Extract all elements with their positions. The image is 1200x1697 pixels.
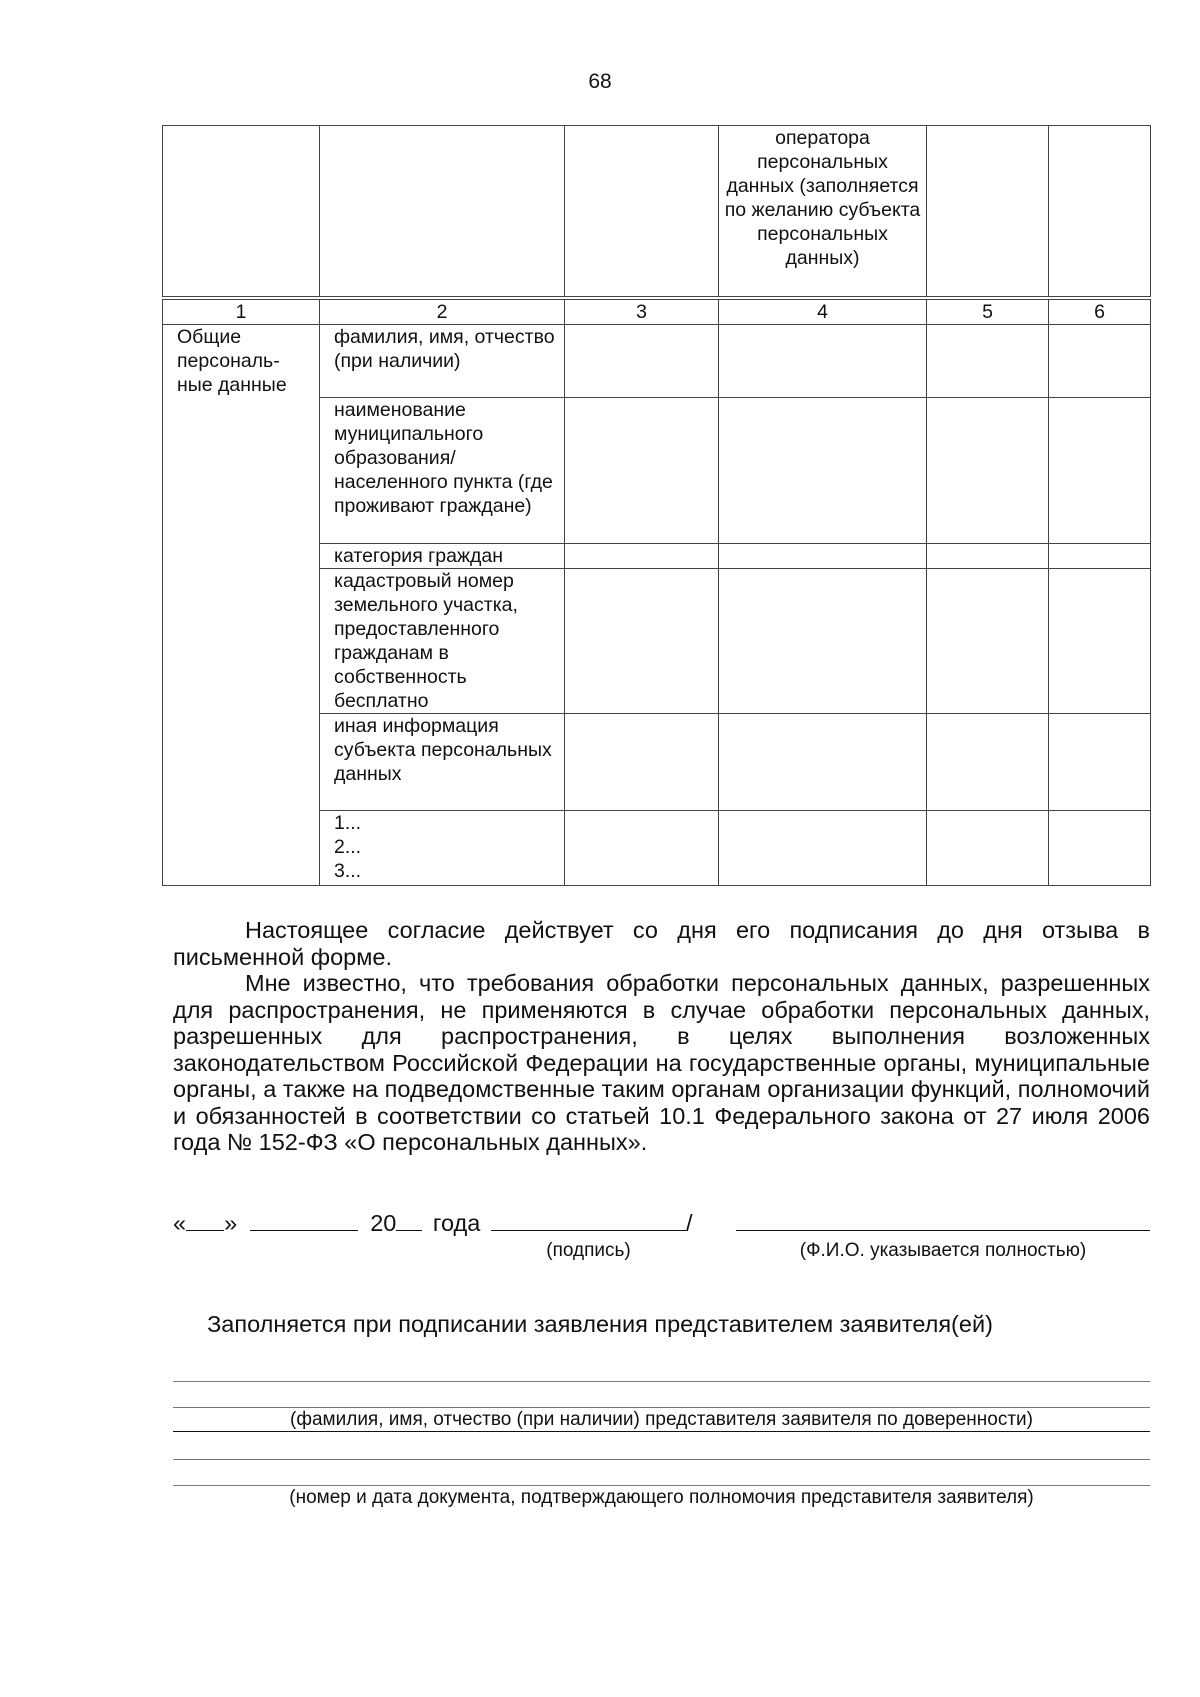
table-cell <box>1049 569 1151 714</box>
table-cell <box>1049 544 1151 569</box>
notice-paragraph <box>173 970 1150 1156</box>
table-cell <box>1049 325 1151 398</box>
column-number-row <box>163 300 1151 325</box>
signature-caption: (подпись) <box>546 1240 631 1261</box>
header-cell-3 <box>565 126 719 297</box>
year-suffix: года <box>432 1210 481 1236</box>
header-cell-1 <box>163 126 320 297</box>
row-label: кадастровый номер земельного участка, предоставленного гражданам в собственность бесплатно <box>320 569 565 714</box>
table-cell <box>927 811 1049 886</box>
fio-field[interactable] <box>736 1210 1150 1237</box>
signature-field[interactable] <box>491 1210 693 1237</box>
table-cell <box>927 544 1049 569</box>
page-number: 68 <box>588 70 612 93</box>
paragraph-text: Настоящее согласие действует со дня его подписания до дня отзыва в письменной форме. <box>173 917 1150 970</box>
table-cell <box>927 714 1049 811</box>
personal-data-table <box>162 299 1151 886</box>
table-header-continuation <box>162 125 1151 297</box>
representative-fio-line[interactable] <box>173 1407 1150 1408</box>
slash: / <box>686 1210 693 1236</box>
table-cell <box>565 811 719 886</box>
table-cell <box>719 325 927 398</box>
table-cell <box>565 714 719 811</box>
column-number: 1 <box>163 300 320 325</box>
table-cell <box>1049 714 1151 811</box>
table-cell <box>927 325 1049 398</box>
column-number: 4 <box>719 300 927 325</box>
year-blank[interactable] <box>396 1210 422 1231</box>
paragraph-text: Мне известно, что требования обработки персональных данных, разрешенных для распространения, не применяются в случае обработки персональных данных, разрешенных для распространения, в целях выполнения возложенных законодательством Российской Федерации на государственные органы, муниципальные органы, а также на подведомственные таким органам организации функций, полномочий и обязанностей в соответствии со статьей 10.1 Федерального закона от 27 июля 2006 года № 152-ФЗ «О персональных данных». <box>173 970 1150 1155</box>
representative-heading: Заполняется при подписании заявления представителем заявителя(ей) <box>207 1311 993 1337</box>
table-cell <box>927 398 1049 544</box>
representative-doc-caption: (номер и дата документа, подтверждающего полномочия представителя заявителя) <box>289 1487 1034 1508</box>
header-cell-2 <box>320 126 565 297</box>
column-number: 2 <box>320 300 565 325</box>
day-blank[interactable] <box>186 1210 224 1231</box>
signature-blank[interactable] <box>491 1210 686 1231</box>
list-item: 1... <box>334 812 362 834</box>
group-label: Общие персональ-ные данные <box>163 325 320 886</box>
divider-line <box>173 1431 1150 1432</box>
table-cell <box>719 811 927 886</box>
date-field[interactable] <box>173 1210 480 1237</box>
table-cell <box>565 569 719 714</box>
quote-open: « <box>173 1210 187 1236</box>
table-cell <box>927 569 1049 714</box>
divider-line <box>173 1381 1150 1382</box>
fio-caption: (Ф.И.О. указывается полностью) <box>799 1240 1087 1261</box>
row-label: иная информация субъекта персональных данных <box>320 714 565 811</box>
header-cell-5 <box>927 126 1049 297</box>
table-cell <box>565 325 719 398</box>
row-label: фамилия, имя, отчество (при наличии) <box>320 325 565 398</box>
table-cell <box>1049 811 1151 886</box>
list-item: 3... <box>334 860 362 882</box>
fio-blank[interactable] <box>736 1210 1150 1231</box>
table-cell <box>1049 398 1151 544</box>
row-label: категория граждан <box>320 544 565 569</box>
divider-line <box>173 1459 1150 1460</box>
table-cell <box>719 544 927 569</box>
column-number: 5 <box>927 300 1049 325</box>
header-cell-4: оператора персональных данных (заполняется по желанию субъекта персональных данных) <box>719 126 927 297</box>
table-cell <box>719 569 927 714</box>
month-blank[interactable] <box>250 1210 358 1231</box>
year-prefix: 20 <box>370 1210 397 1236</box>
table-cell <box>719 398 927 544</box>
header-cell-6 <box>1049 126 1151 297</box>
table-row <box>163 325 1151 398</box>
column-number: 3 <box>565 300 719 325</box>
representative-fio-caption: (фамилия, имя, отчество (при наличии) представителя заявителя по доверенности) <box>290 1409 1033 1430</box>
table-cell <box>565 544 719 569</box>
row-label: наименование муниципального образования/ населенного пункта (где проживают граждане) <box>320 398 565 544</box>
table-cell <box>719 714 927 811</box>
quote-close: » <box>224 1210 238 1236</box>
representative-doc-line[interactable] <box>173 1485 1150 1486</box>
table-cell <box>565 398 719 544</box>
list-item: 2... <box>334 836 362 858</box>
row-items <box>320 811 565 886</box>
consent-paragraph <box>173 917 1150 970</box>
column-number: 6 <box>1049 300 1151 325</box>
